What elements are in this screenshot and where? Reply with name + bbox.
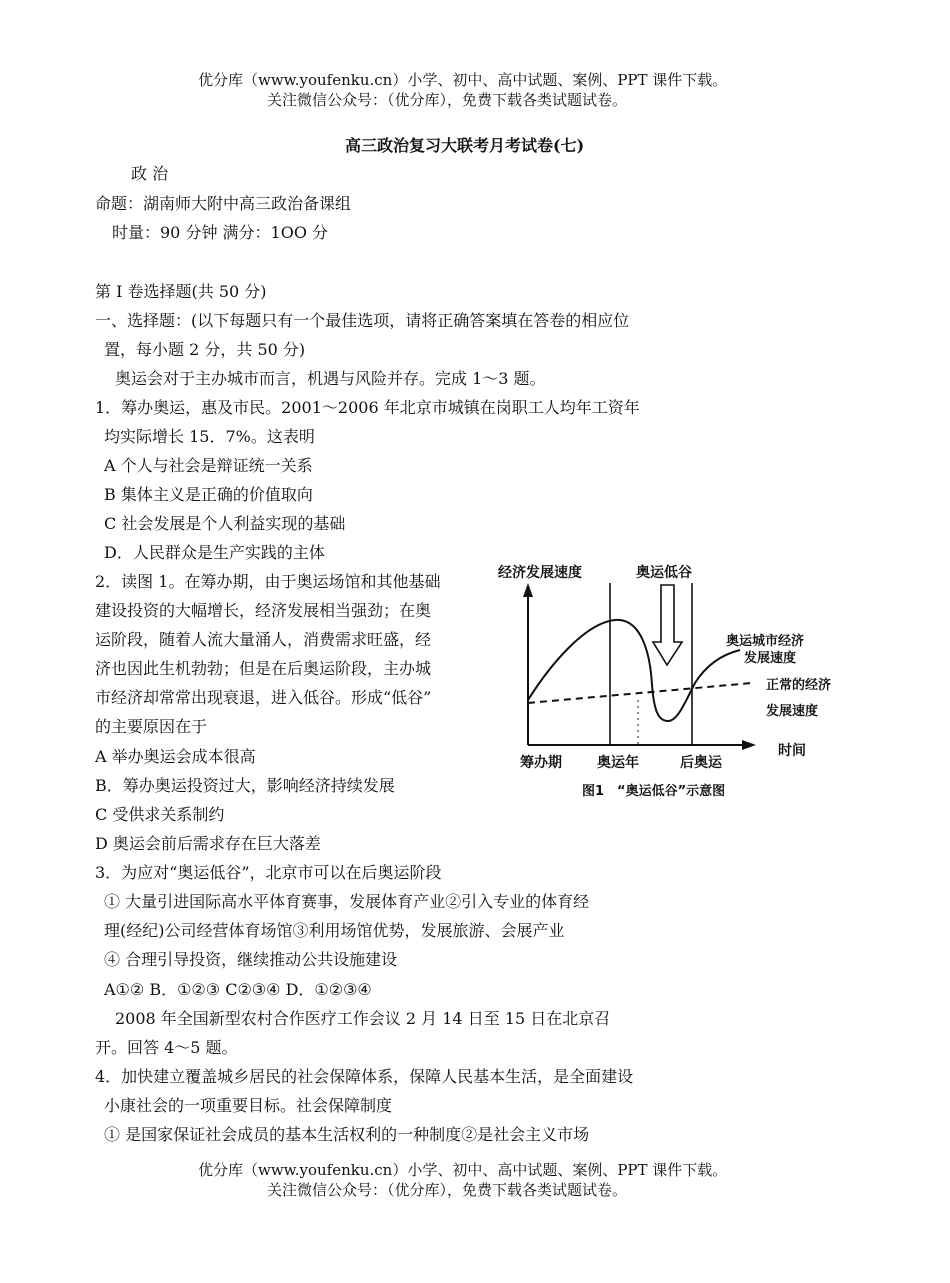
valley-arrow-icon — [653, 585, 682, 665]
x-axis-arrow — [742, 740, 756, 750]
q1-option-a: A 个人与社会是辩证统一关系 — [104, 456, 313, 475]
instruction-line-2: 置，每小题 2 分，共 50 分) — [104, 340, 306, 359]
q2-option-b: B．筹办奥运投资过大，影响经济持续发展 — [95, 776, 395, 795]
q2-stem-3: 运阶段，随着人流大量涌人，消费需求旺盛，经 — [95, 630, 432, 649]
instruction-line-1: 一、选择题：(以下每题只有一个最佳选项，请将正确答案填在答卷的相应位 — [95, 311, 630, 330]
q1-option-d: D．人民群众是生产实践的主体 — [104, 543, 325, 562]
q2-stem-6: 的主要原因在于 — [95, 717, 208, 736]
author-line: 命题：湖南师大附中高三政治备课组 — [95, 194, 352, 213]
olympic-valley-chart — [490, 555, 860, 805]
time-score-line: 时量：90 分钟 满分：1OO 分 — [112, 223, 329, 242]
series-host-label-2: 发展速度 — [744, 651, 797, 666]
q2-option-d: D 奥运会前后需求存在巨大落差 — [95, 834, 321, 853]
chart-xlabel: 时间 — [778, 743, 806, 759]
q3-stem-3: 理(经纪)公司经营体育场馆③利用场馆优势，发展旅游、会展产业 — [104, 921, 565, 940]
y-axis-arrow — [523, 583, 533, 597]
q4-stem-3: ① 是国家保证社会成员的基本生活权利的一种制度②是社会主义市场 — [104, 1125, 590, 1144]
series-normal-label-1: 正常的经济 — [766, 678, 832, 693]
series-normal-label-2: 发展速度 — [766, 704, 819, 719]
q1-stem-1: 1．筹办奥运，惠及市民。2001～2006 年北京市城镇在岗职工人均年工资年 — [95, 398, 640, 417]
series-normal-growth — [528, 683, 752, 703]
chart-title: 图1 “奥运低谷”示意图 — [582, 784, 726, 799]
intro2-line-2: 开。回答 4～5 题。 — [95, 1038, 238, 1057]
category-label-0: 筹办期 — [520, 755, 562, 771]
footer-line-2: 关注微信公众号：（优分库），免费下载各类试题试卷。 — [267, 1181, 628, 1199]
q3-options: A①② B．①②③ C②③④ D．①②③④ — [104, 980, 372, 999]
q3-stem-4: ④ 合理引导投资，继续推动公共设施建设 — [104, 950, 398, 969]
series-host-label-1: 奥运城市经济 — [726, 634, 805, 649]
q2-stem-2: 建设投资的大幅增长，经济发展相当强劲；在奥 — [95, 601, 432, 620]
chart-ylabel: 经济发展速度 — [498, 565, 582, 581]
section-title: 第 I 卷选择题(共 50 分) — [95, 282, 267, 301]
q2-option-a: A 举办奥运会成本很高 — [95, 747, 256, 766]
q3-stem-2: ① 大量引进国际高水平体育赛事，发展体育产业②引入专业的体育经 — [104, 892, 590, 911]
q3-stem-1: 3．为应对“奥运低谷”，北京市可以在后奥运阶段 — [95, 863, 442, 882]
series-host-city-growth — [528, 620, 740, 721]
header-line-2: 关注微信公众号：（优分库），免费下载各类试题试卷。 — [267, 91, 628, 109]
q2-stem-1: 2．读图 1。在筹办期，由于奥运场馆和其他基础 — [95, 572, 441, 591]
chart-annotation: 奥运低谷 — [636, 565, 692, 581]
q4-stem-2: 小康社会的一项重要目标。社会保障制度 — [104, 1096, 393, 1115]
intro-line: 奥运会对于主办城市而言，机遇与风险并存。完成 1～3 题。 — [115, 369, 546, 388]
category-label-1: 奥运年 — [597, 755, 639, 771]
q1-stem-2: 均实际增长 15．7%。这表明 — [104, 427, 315, 446]
header-line-1: 优分库（www.youfenku.cn）小学、初中、高中试题、案例、PPT 课件下载。 — [198, 71, 728, 89]
q4-stem-1: 4．加快建立覆盖城乡居民的社会保障体系，保障人民基本生活，是全面建设 — [95, 1067, 634, 1086]
subject-label: 政 治 — [131, 164, 169, 183]
page-title: 高三政治复习大联考月考试卷(七) — [345, 136, 585, 155]
footer-line-1: 优分库（www.youfenku.cn）小学、初中、高中试题、案例、PPT 课件下载。 — [198, 1161, 728, 1179]
q1-option-b: B 集体主义是正确的价值取向 — [104, 485, 313, 504]
category-label-2: 后奥运 — [680, 755, 722, 771]
q1-option-c: C 社会发展是个人利益实现的基础 — [104, 514, 346, 533]
q2-stem-5: 市经济却常常出现衰退，进入低谷。形成“低谷” — [95, 688, 432, 707]
intro2-line-1: 2008 年全国新型农村合作医疗工作会议 2 月 14 日至 15 日在北京召 — [115, 1009, 611, 1028]
q2-option-c: C 受供求关系制约 — [95, 805, 225, 824]
q2-stem-4: 济也因此生机勃勃；但是在后奥运阶段，主办城 — [95, 659, 432, 678]
